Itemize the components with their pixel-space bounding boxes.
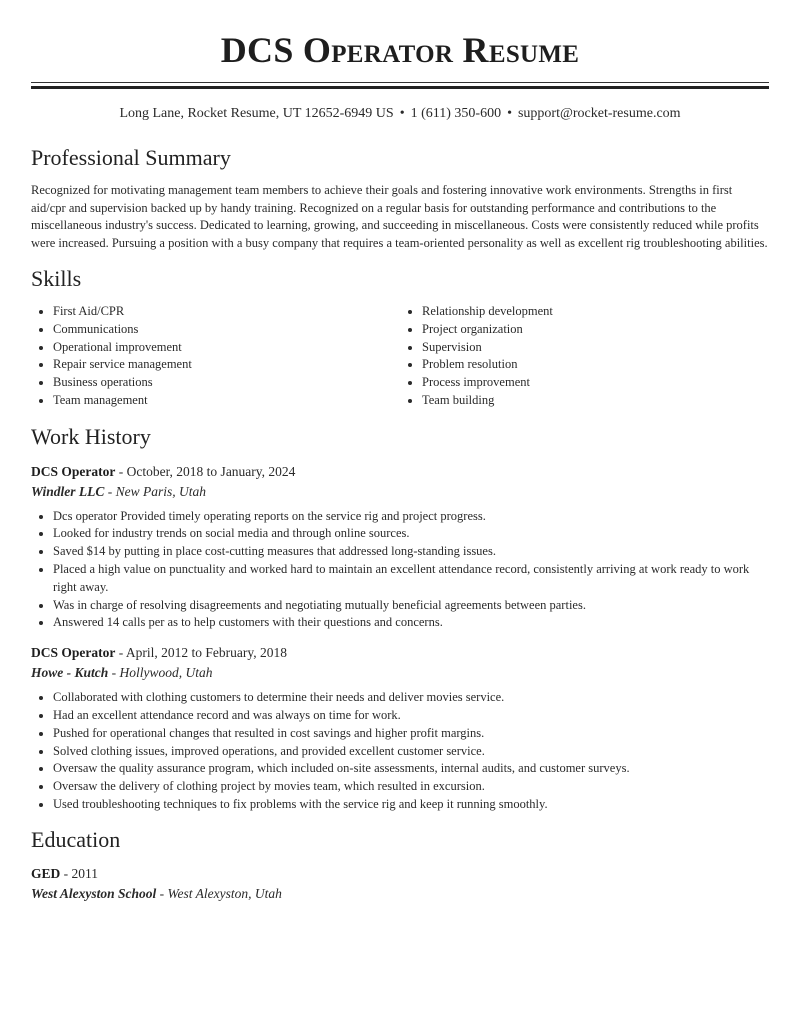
skills-list-left <box>31 303 400 409</box>
job-entry <box>31 643 769 814</box>
resume-title: DCS Operator Resume <box>220 30 580 70</box>
skill-item: • Repair service management <box>53 356 400 374</box>
duty-item: • Used troubleshooting techniques to fix problems with the service rig and keep it running smoothly. <box>53 796 769 814</box>
degree-name: GED <box>31 865 61 881</box>
skill-item: • Communications <box>53 321 400 339</box>
contact-email: support@rocket-resume.com <box>517 106 681 121</box>
duty-item: • Answered 14 calls per as to help customers with their questions and concerns. <box>53 614 769 632</box>
duty-item: • Oversaw the quality assurance program, which included on-site assessments, internal audits, and customer surveys. <box>53 760 769 778</box>
employer-name: Windler LLC <box>31 483 105 499</box>
skill-item: • Process improvement <box>422 374 769 392</box>
title-divider-thick <box>31 86 769 89</box>
duty-item: • Had an excellent attendance record and was always on time for work. <box>53 707 769 725</box>
duty-item: • Collaborated with clothing customers to determine their needs and deliver movies service. <box>53 689 769 707</box>
skill-item: • Project organization <box>422 321 769 339</box>
title-divider-thin <box>31 82 769 83</box>
education-heading: Education <box>31 826 121 852</box>
skills-list-right <box>400 303 769 409</box>
duty-item: • Saved $14 by putting in place cost-cutting measures that addressed long-standing issues. <box>53 543 769 561</box>
skill-item: • Supervision <box>422 339 769 357</box>
duty-item: • Pushed for operational changes that resulted in cost savings and higher profit margins. <box>53 725 769 743</box>
job-title-line <box>31 643 769 663</box>
summary-heading: Professional Summary <box>31 145 231 170</box>
job-title: DCS Operator <box>31 463 116 479</box>
employer-location: - Hollywood, Utah <box>108 665 213 681</box>
skills-columns <box>31 303 769 409</box>
school-line <box>31 884 769 904</box>
employer-line <box>31 663 769 683</box>
skill-item: • Operational improvement <box>53 339 400 357</box>
duty-item: • Oversaw the delivery of clothing project by movies team, which resulted in excursion. <box>53 778 769 796</box>
school-name: West Alexyston School <box>31 885 157 901</box>
employer-location: - New Paris, Utah <box>104 483 207 499</box>
work-history-heading: Work History <box>31 423 151 449</box>
skill-item: • Business operations <box>53 374 400 392</box>
skill-item: • First Aid/CPR <box>53 303 400 321</box>
degree-line <box>31 864 769 884</box>
job-dates: - April, 2012 to February, 2018 <box>115 645 287 661</box>
degree-year: - 2011 <box>60 865 99 881</box>
employer-line <box>31 482 769 502</box>
contact-separator: • <box>399 106 405 121</box>
contact-phone: 1 (611) 350-600 <box>410 106 502 121</box>
duty-item: • Was in charge of resolving disagreements and negotiating mutually beneficial agreements between parties. <box>53 597 769 615</box>
contact-address: Long Lane, Rocket Resume, UT 12652-6949 US <box>119 106 394 121</box>
duty-item: • Looked for industry trends on social media and through online sources. <box>53 525 769 543</box>
summary-text: Recognized for motivating management team members to achieve their goals and fostering innovative work environments. Strengths in first aid/cpr and supervision backed up by handy training. Recognized on a regular basis for outstanding performance and contributions to the miscellaneous industry's success. Dedicated to learning, growing, and succeeding in miscellaneous. Costs were consistently reduced while profits were increased. Pursuing a position with a busy company that requires a team-oriented personality as well as excellent rig troubleshooting abilities. <box>31 183 768 250</box>
skill-item: • Relationship development <box>422 303 769 321</box>
duties-list <box>31 508 769 633</box>
skill-item: • Team building <box>422 392 769 410</box>
skill-item: • Problem resolution <box>422 356 769 374</box>
job-title-line <box>31 462 769 482</box>
employer-name: Howe - Kutch <box>31 665 109 681</box>
contact-line <box>31 104 769 124</box>
job-dates: - October, 2018 to January, 2024 <box>115 463 296 479</box>
duty-item: • Dcs operator Provided timely operating reports on the service rig and project progress. <box>53 508 769 526</box>
skill-item: • Team management <box>53 392 400 410</box>
duties-list <box>31 689 769 814</box>
school-location: - West Alexyston, Utah <box>156 885 282 901</box>
contact-separator: • <box>507 106 512 121</box>
duty-item: • Solved clothing issues, improved operations, and provided excellent customer service. <box>53 743 769 761</box>
job-entry <box>31 462 769 633</box>
job-title: DCS Operator <box>31 645 116 661</box>
duty-item: • Placed a high value on punctuality and worked hard to maintain an excellent attendance record, consistently arriving at work ready to work right away. <box>53 561 769 597</box>
skills-heading: Skills <box>31 266 82 292</box>
